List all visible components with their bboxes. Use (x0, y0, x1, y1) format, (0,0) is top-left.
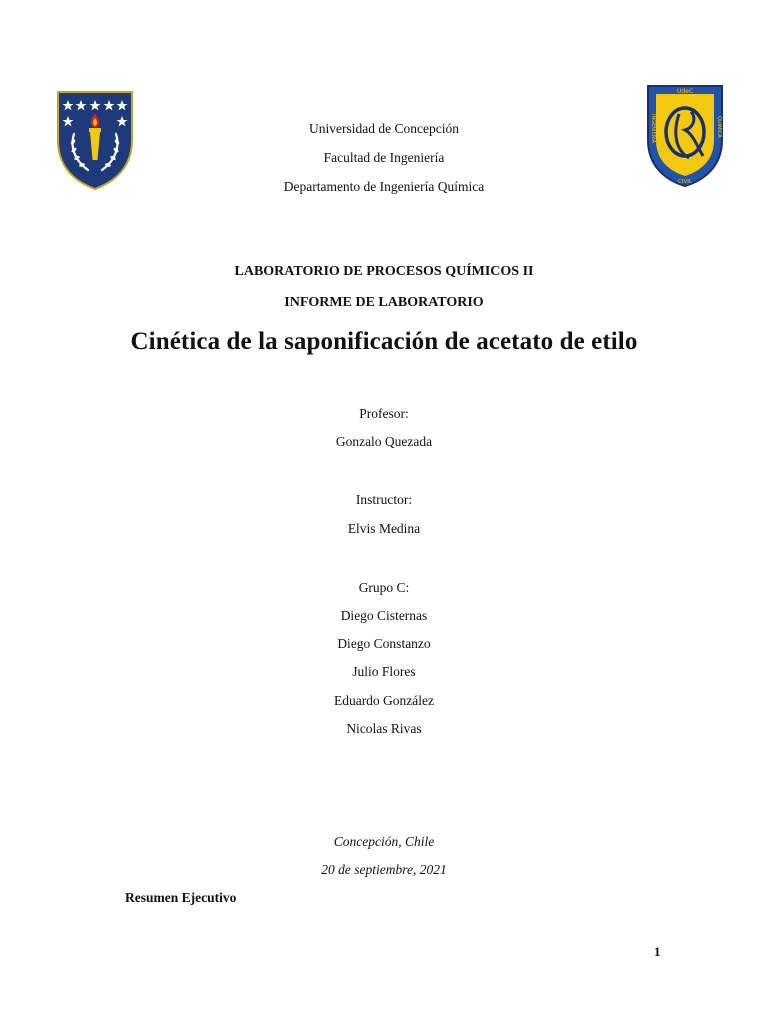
group-member: Eduardo González (333, 693, 435, 708)
group-member: Diego Constanzo (337, 636, 431, 651)
instructor-label: Instructor: (355, 492, 413, 507)
page-number: 1 (654, 944, 661, 959)
course-name: LABORATORIO DE PROCESOS QUÍMICOS II (234, 264, 534, 279)
group-member: Nicolas Rivas (346, 721, 422, 736)
report-type: INFORME DE LABORATORIO (284, 295, 484, 310)
university-shield-icon (56, 90, 134, 190)
professor-label: Profesor: (359, 406, 409, 421)
section-heading: Resumen Ejecutivo (125, 890, 237, 905)
svg-text:QUIMICA: QUIMICA (716, 116, 722, 138)
faculty-name: Facultad de Ingeniería (323, 150, 445, 165)
svg-text:INGENIERIA: INGENIERIA (650, 114, 656, 143)
group-label: Grupo C: (358, 580, 410, 595)
department-name: Departamento de Ingeniería Química (283, 179, 485, 194)
university-name: Universidad de Concepción (309, 121, 459, 136)
instructor-name: Elvis Medina (347, 521, 421, 536)
report-title: Cinética de la saponificación de acetato de etilo (130, 328, 638, 355)
group-member: Julio Flores (352, 664, 416, 679)
date: 20 de septiembre, 2021 (321, 862, 447, 877)
group-member: Diego Cisternas (340, 608, 428, 623)
svg-text:CIVIL: CIVIL (678, 179, 692, 185)
place: Concepción, Chile (333, 834, 435, 849)
svg-text:UdeC: UdeC (676, 88, 694, 95)
professor-name: Gonzalo Quezada (335, 434, 433, 449)
